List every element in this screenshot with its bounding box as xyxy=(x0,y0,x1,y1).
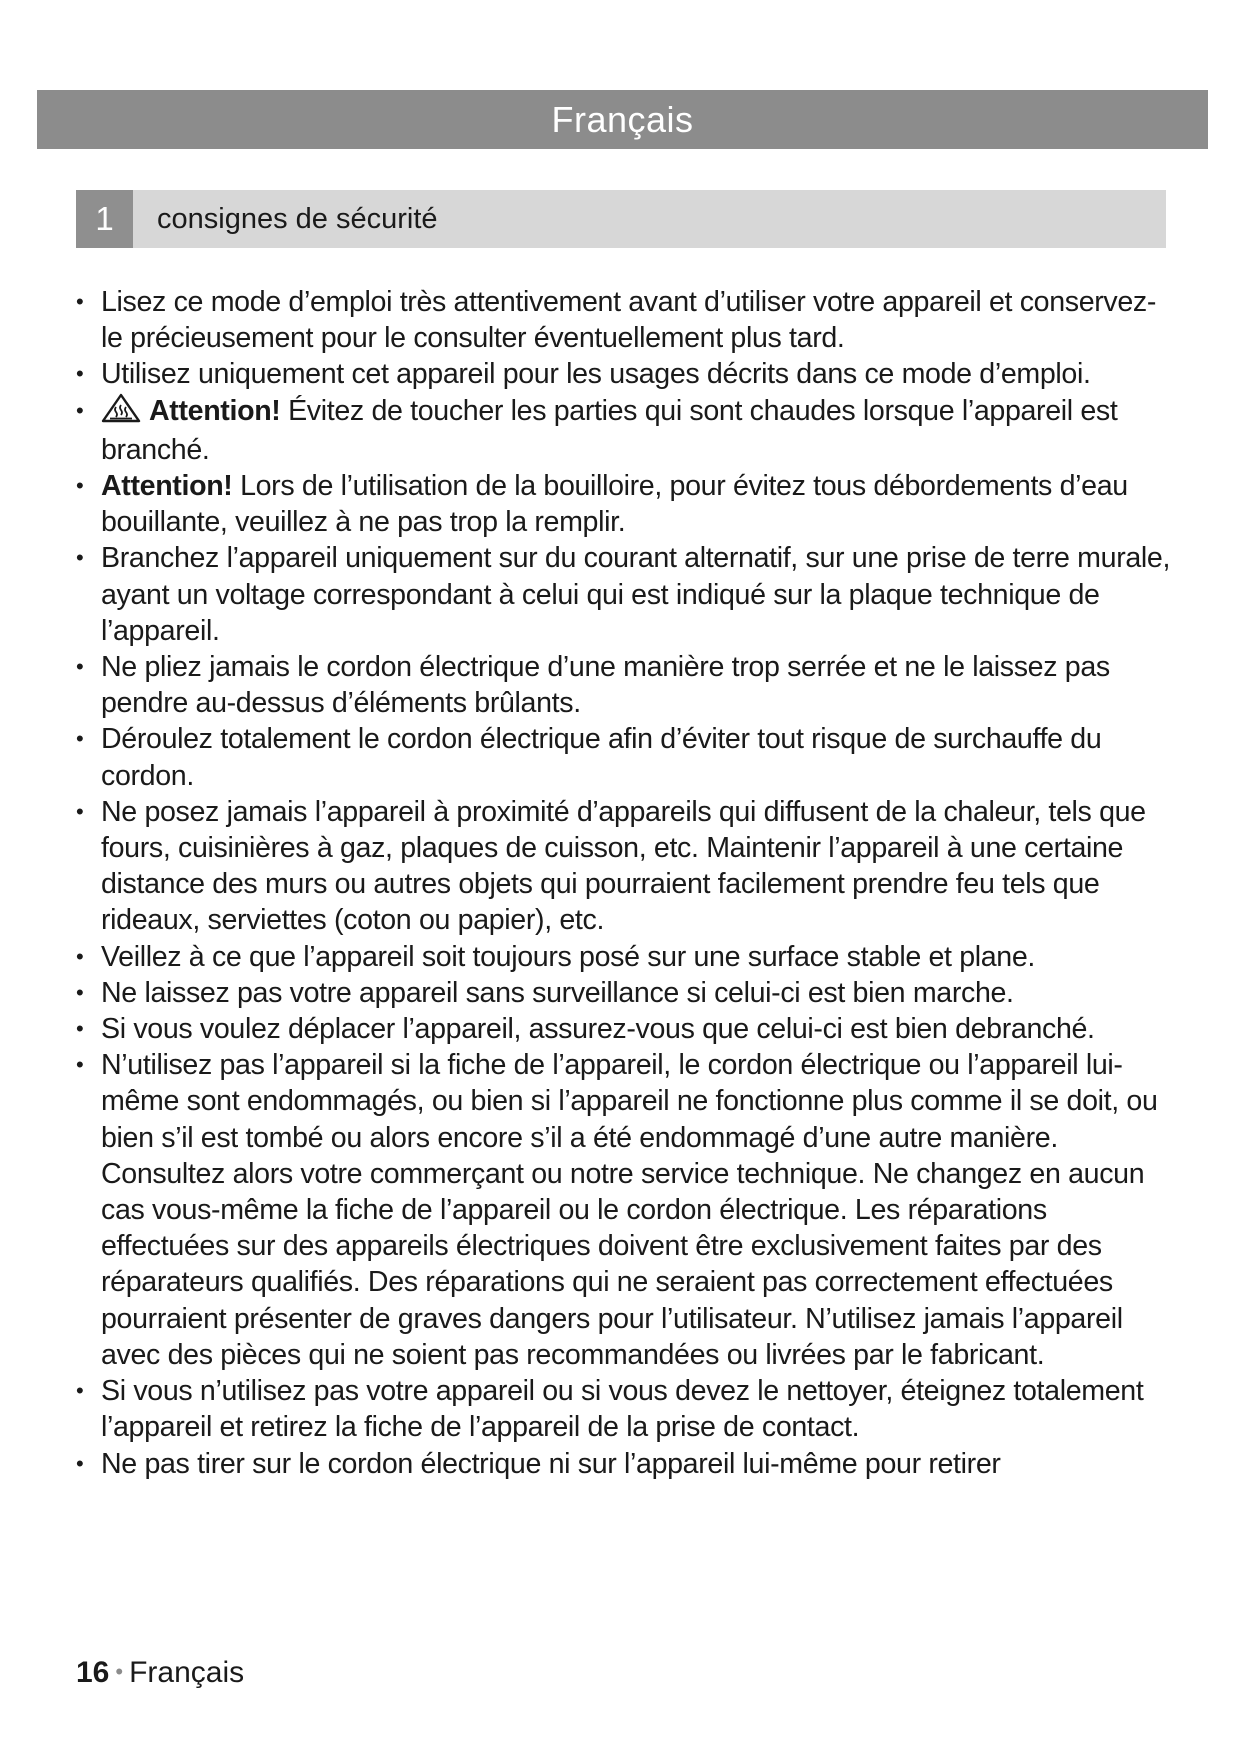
list-item-text: Ne laissez pas votre appareil sans surveillance si celui-ci est bien marche. xyxy=(101,976,1014,1009)
list-item xyxy=(74,393,1174,468)
list-item-text: Déroulez totalement le cordon électrique afin d’éviter tout risque de surchauffe du cordon. xyxy=(101,723,1102,792)
list-item-text: Veillez à ce que l’appareil soit toujours posé sur une surface stable et plane. xyxy=(101,940,1036,973)
list-item xyxy=(74,721,1174,793)
bullet: • xyxy=(76,726,84,752)
bullet: • xyxy=(76,545,84,571)
safety-instructions xyxy=(74,284,1174,1482)
bullet: • xyxy=(76,1052,84,1078)
bullet: • xyxy=(76,473,84,499)
page-number: 16 xyxy=(76,1656,110,1689)
bullet: • xyxy=(76,361,84,387)
list-item xyxy=(74,939,1174,975)
list-item xyxy=(74,468,1174,540)
list-item xyxy=(74,1047,1174,1373)
list-item xyxy=(74,1011,1174,1047)
bullet: • xyxy=(76,979,84,1005)
list-item xyxy=(74,1446,1174,1482)
list-item-text: Ne posez jamais l’appareil à proximité d’appareils qui diffusent de la chaleur, tels que fours, cuisinières à gaz, plaques de cuisson, etc. Maintenir l’appareil à une certaine distance des murs ou autres objets qui pourraient facilement prendre feu tels que rideaux, serviettes (coton ou papier), etc. xyxy=(101,795,1146,937)
list-item-text: Utilisez uniquement cet appareil pour les usages décrits dans ce mode d’emploi. xyxy=(101,358,1091,391)
attention-label: Attention! xyxy=(149,394,281,427)
bullet: • xyxy=(76,798,84,824)
list-item-text: Lisez ce mode d’emploi très attentivement avant d’utiliser votre appareil et conservez-le précieusement pour le consulter éventuellement plus tard. xyxy=(101,286,1157,355)
list-item xyxy=(74,284,1174,356)
bullet: • xyxy=(76,1450,84,1476)
section-number: 1 xyxy=(76,190,133,248)
list-item-text: Évitez de toucher les parties qui sont chaudes lorsque l’appareil est branché. xyxy=(101,394,1118,466)
list-item-text: Ne pas tirer sur le cordon électrique ni sur l’appareil lui-même pour retirer xyxy=(101,1447,1001,1480)
attention-label: Attention! xyxy=(101,470,233,503)
bullet: • xyxy=(76,943,84,969)
bullet: • xyxy=(76,654,84,680)
section-title: consignes de sécurité xyxy=(157,203,438,235)
list-item xyxy=(74,794,1174,939)
list-item-text: Branchez l’appareil uniquement sur du courant alternatif, sur une prise de terre murale, ayant un voltage correspondant à celui qui est indiqué sur la plaque technique de l’appareil. xyxy=(101,542,1171,647)
list-item-text: Ne pliez jamais le cordon électrique d’une manière trop serrée et ne le laissez pas pendre au-dessus d’éléments brûlants. xyxy=(101,651,1110,720)
safety-list xyxy=(74,284,1174,1482)
language-banner xyxy=(37,90,1208,149)
list-item xyxy=(74,356,1174,392)
list-item-text: Si vous voulez déplacer l’appareil, assurez-vous que celui-ci est bien debranché. xyxy=(101,1013,1095,1046)
language-banner-label: Français xyxy=(551,99,694,140)
page-footer xyxy=(76,1654,244,1691)
list-item xyxy=(74,1373,1174,1445)
footer-separator: • xyxy=(115,1659,124,1684)
list-item-text: Lors de l’utilisation de la bouilloire, pour évitez tous débordements d’eau bouillante, veuillez à ne pas trop la remplir. xyxy=(101,470,1128,539)
bullet: • xyxy=(76,397,84,423)
list-item xyxy=(74,540,1174,649)
list-item-text: N’utilisez pas l’appareil si la fiche de l’appareil, le cordon électrique ou l’appareil lui-même sont endommagés, ou bien si l’appareil ne fonctionne plus comme il se doit, ou bien s’il est tombé ou alors encore s’il a été endommagé d’une autre manière. Consultez alors votre commerçant ou notre service technique. Ne changez en aucun cas vous-même la fiche de l’appareil ou le cordon électrique. Les réparations effectuées sur des appareils électriques doivent être exclusivement faites par des réparateurs qualifiés. Des réparations qui ne seraient pas correctement effectuées pourraient présenter de graves dangers pour l’utilisateur. N’utilisez jamais l’appareil avec des pièces qui ne soient pas recommandées ou livrées par le fabricant. xyxy=(101,1049,1158,1371)
footer-language: Français xyxy=(129,1656,245,1689)
list-item xyxy=(74,649,1174,721)
bullet: • xyxy=(76,289,84,314)
list-item xyxy=(74,975,1174,1011)
bullet: • xyxy=(76,1378,84,1404)
hot-surface-warning-icon xyxy=(101,393,141,432)
bullet: • xyxy=(76,1016,84,1042)
list-item-text: Si vous n’utilisez pas votre appareil ou si vous devez le nettoyer, éteignez totalement l’appareil et retirez la fiche de l’appareil de la prise de contact. xyxy=(101,1375,1144,1444)
section-header xyxy=(76,190,1166,248)
